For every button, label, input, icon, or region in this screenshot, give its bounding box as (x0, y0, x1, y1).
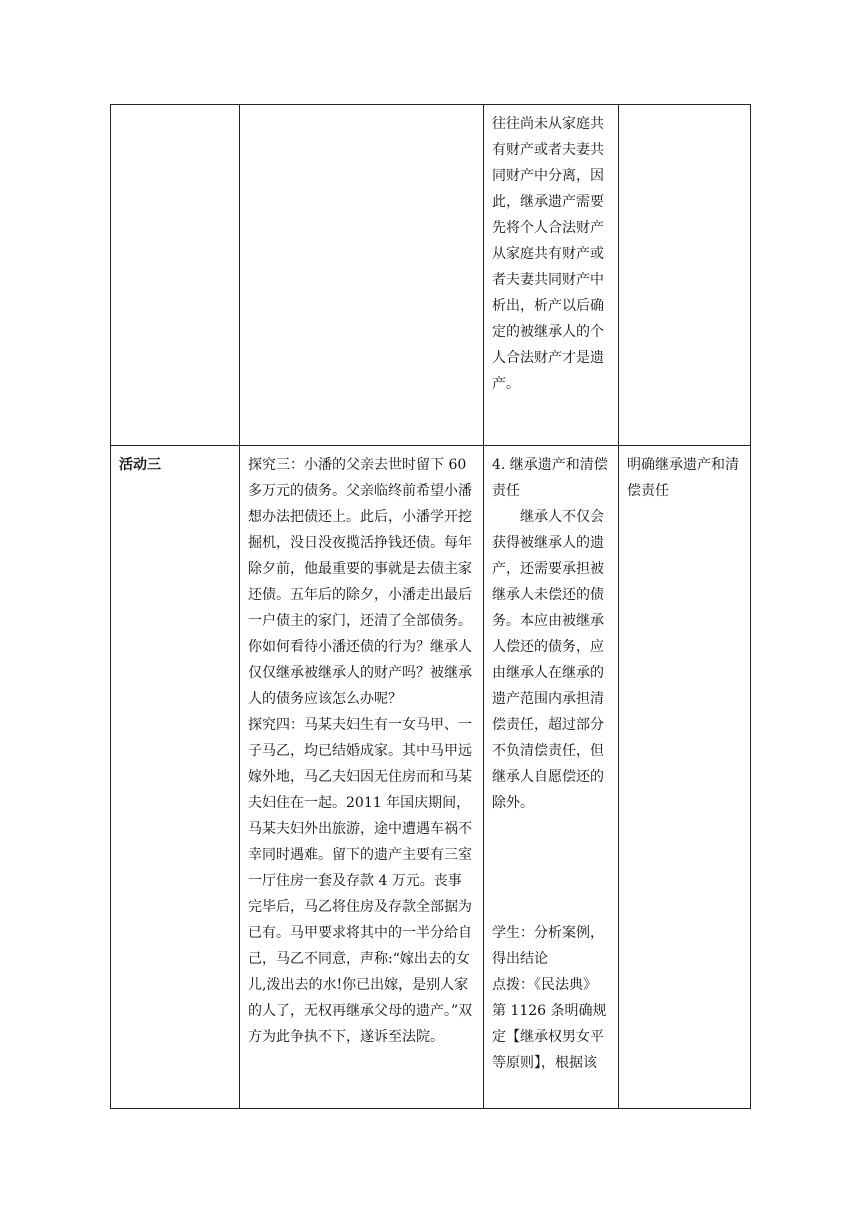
lesson-plan-table (110, 104, 751, 1109)
inheritance-explanation-text: 往往尚未从家庭共有财产或者夫妻共同财产中分离，因此，继承遗产需要先将个人合法财产从家庭共有财产或者夫妻共同财产中析出，析产以后确定的被继承人的个人合法财产才是遗产。 (492, 116, 604, 392)
table-cell-activity (111, 446, 240, 1109)
section-heading: 4. 继承遗产和清偿责任 (492, 457, 608, 499)
table-cell-teaching (484, 446, 619, 1109)
goal-text: 明确继承遗产和清偿责任 (627, 457, 739, 499)
spacer (492, 816, 610, 920)
table-cell-goal (619, 446, 751, 1109)
table-row (111, 105, 751, 446)
table-cell-teaching (484, 105, 619, 446)
table-cell-goal (619, 105, 751, 446)
inquiry-four-text: 探究四：马某夫妇生有一女马甲、一子马乙，均已结婚成家。其中马甲远嫁外地，马乙夫妇因无住房而和马某夫妇住在一起。2011 年国庆期间，马某夫妇外出旅游，途中遭遇车祸不幸同时遇难。留下的遗产主要有三室一厅住房一套及存款 4 万元。丧事完毕后，马乙将住房及存款全部据为已有。马甲要求将其中的一半分给自己，马乙不同意，声称:“嫁出去的女儿,泼出去的水!你已出嫁，是别人家的人了，无权再继承父母的遗产。”双方为此争执不下，遂诉至法院。 (248, 717, 473, 1045)
inquiry-three-text: 探究三：小潘的父亲去世时留下 60 多万元的债务。父亲临终前希望小潘想办法把债还上。此后，小潘学开挖掘机，没日没夜揽活挣钱还债。每年除夕前，他最重要的事就是去债主家还债。五年后的除夕，小潘走出最后一户债主的家门，还清了全部债务。你如何看待小潘还债的行为？继承人仅仅继承被继承人的财产吗？被继承人的债务应该怎么办呢？ (248, 457, 472, 707)
activity-label: 活动三 (119, 457, 161, 473)
table-cell-content (240, 446, 484, 1109)
table-cell-content (240, 105, 484, 446)
table-cell-activity (111, 105, 240, 446)
table-row (111, 446, 751, 1109)
teacher-hint-text: 点拨：《民法典》第 1126 条明确规定【继承权男女平等原则】，根据该 (492, 977, 607, 1071)
debt-liability-text: 继承人不仅会获得被继承人的遗产，还需要承担被继承人未偿还的债务。本应由被继承人偿还的债务，应由继承人在继承的遗产范围内承担清偿责任，超过部分不负清偿责任，但继承人自愿偿还的除外。 (492, 509, 604, 811)
student-activity-text: 学生：分析案例，得出结论 (492, 925, 604, 967)
